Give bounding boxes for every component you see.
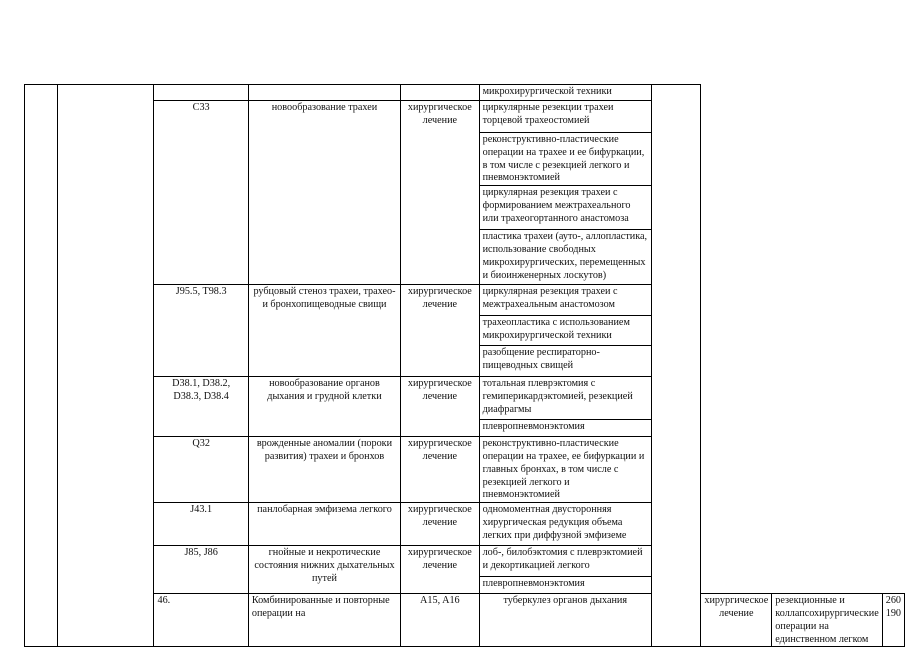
treatment-cell: хирургическое лечение bbox=[401, 546, 479, 594]
code-cell: A15, A16 bbox=[401, 594, 479, 647]
diagnosis-cell bbox=[248, 85, 400, 101]
method-cell: тотальная плеврэктомия с гемиперикардэктомией, резекцией диафрагмы bbox=[479, 377, 651, 420]
method-cell: плевропневмонэктомия bbox=[479, 420, 651, 437]
method-cell: резекционные и коллапсохирургические операции на единственном легком bbox=[772, 594, 882, 647]
method-cell: пластика трахеи (ауто-, аллопластика, использование свободных микрохирургических, перемещенных и биоинженерных лоскутов) bbox=[479, 230, 651, 285]
code-cell: C33 bbox=[154, 101, 248, 285]
diagnosis-cell: новообразование органов дыхания и грудной клетки bbox=[248, 377, 400, 437]
table-row bbox=[25, 285, 905, 316]
code-cell bbox=[154, 85, 248, 101]
cost-cell: 260 190 bbox=[882, 594, 904, 647]
medical-care-table bbox=[24, 84, 905, 647]
table-row bbox=[25, 85, 905, 101]
care-type-cell: Комбинированные и повторные операции на bbox=[248, 594, 400, 647]
table-row bbox=[25, 503, 905, 546]
diagnosis-cell: туберкулез органов дыхания bbox=[479, 594, 651, 647]
diagnosis-cell: рубцовый стеноз трахеи, трахео- и бронхопищеводные свищи bbox=[248, 285, 400, 377]
treatment-cell: хирургическое лечение bbox=[701, 594, 772, 647]
table-row bbox=[25, 437, 905, 503]
cost-cell-continued bbox=[651, 85, 700, 647]
diagnosis-cell: врожденные аномалии (пороки развития) трахеи и бронхов bbox=[248, 437, 400, 503]
diagnosis-cell: новообразование трахеи bbox=[248, 101, 400, 285]
treatment-cell: хирургическое лечение bbox=[401, 503, 479, 546]
code-cell: J95.5, T98.3 bbox=[154, 285, 248, 377]
table-row bbox=[25, 101, 905, 133]
method-cell: циркулярная резекция трахеи с формированием межтрахеального или трахеогортанного анастомоза bbox=[479, 186, 651, 230]
method-cell: лоб-, билобэктомия с плеврэктомией и декортикацией легкого bbox=[479, 546, 651, 577]
code-cell: Q32 bbox=[154, 437, 248, 503]
method-cell: циркулярные резекции трахеи торцевой трахеостомией bbox=[479, 101, 651, 133]
treatment-cell bbox=[401, 85, 479, 101]
method-cell: разобщение респираторно-пищеводных свищей bbox=[479, 346, 651, 377]
method-cell: реконструктивно-пластические операции на трахее, ее бифуркации и главных бронхах, в том числе с резекцией легкого и пневмонэктомией bbox=[479, 437, 651, 503]
table-row bbox=[25, 377, 905, 420]
treatment-cell: хирургическое лечение bbox=[401, 285, 479, 377]
method-cell: трахеопластика с использованием микрохирургической техники bbox=[479, 316, 651, 346]
name-cell-continued bbox=[57, 85, 154, 647]
method-cell: микрохирургической техники bbox=[479, 85, 651, 101]
code-cell: J85, J86 bbox=[154, 546, 248, 594]
treatment-cell: хирургическое лечение bbox=[401, 377, 479, 437]
treatment-cell: хирургическое лечение bbox=[401, 101, 479, 285]
number-cell-continued bbox=[25, 85, 58, 647]
method-cell: плевропневмонэктомия bbox=[479, 577, 651, 594]
table-row bbox=[25, 546, 905, 577]
method-cell: одномоментная двусторонняя хирургическая редукция объема легких при диффузной эмфиземе bbox=[479, 503, 651, 546]
code-cell: J43.1 bbox=[154, 503, 248, 546]
method-cell: реконструктивно-пластические операции на трахее и ее бифуркации, в том числе с резекцией легкого и пневмонэктомией bbox=[479, 133, 651, 186]
diagnosis-cell: панлобарная эмфизема легкого bbox=[248, 503, 400, 546]
row-number-cell: 46. bbox=[154, 594, 248, 647]
method-cell: циркулярная резекция трахеи с межтрахеальным анастомозом bbox=[479, 285, 651, 316]
treatment-cell: хирургическое лечение bbox=[401, 437, 479, 503]
diagnosis-cell: гнойные и некротические состояния нижних дыхательных путей bbox=[248, 546, 400, 594]
code-cell: D38.1, D38.2, D38.3, D38.4 bbox=[154, 377, 248, 437]
